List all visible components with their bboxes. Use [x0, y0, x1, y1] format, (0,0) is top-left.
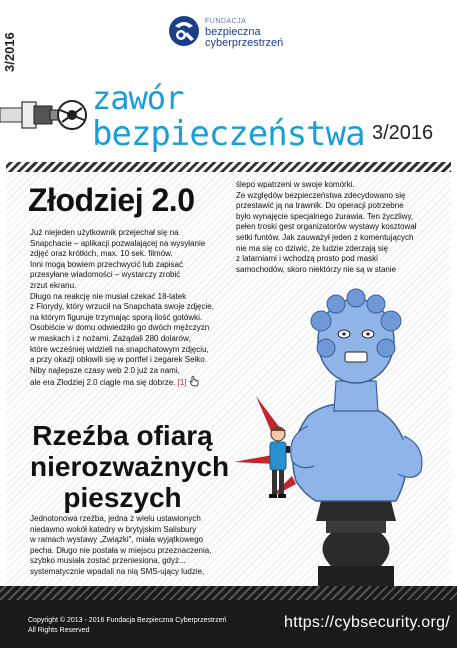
article1-col2-line: samochodów, skoro niektórzy nie są w stanie: [236, 264, 397, 274]
article1-col2-line: Ze względów bezpieczeństwa zdecydowano się: [236, 190, 406, 200]
magazine-title: [92, 80, 365, 152]
logo-line1: FUNDACJA: [205, 18, 247, 25]
article1-line: Niby najlepsze czasy web 2.0 już za nami,: [30, 365, 180, 375]
logo-icon: [167, 14, 201, 48]
logo-line3: cyberprzestrzeń: [205, 37, 284, 49]
article1-col1: [30, 228, 214, 389]
article1-line: zrzut ekranu.: [30, 280, 77, 290]
article2-line: w ramach wystawy „Związki", miała wyjątkowego: [30, 535, 204, 545]
article2-body: [30, 514, 211, 578]
article1-col2-line: przestawić ją na trawnik. Do operacji potrzebne: [236, 201, 404, 211]
article1-line: zdjęć oraz krótkich, max. 10 sek. filmów.: [30, 249, 173, 259]
copyright-block: [28, 616, 227, 636]
article1-line: Inni mogą bowiem przechwycić lub zapisać: [30, 259, 183, 269]
article1-last-line: [30, 376, 214, 389]
foundation-logo: [167, 14, 327, 50]
article1-title: Złodziej 2.0: [28, 182, 195, 218]
issue-number: 3/2016: [372, 122, 434, 144]
article1-line: z Florydy, który wrzucił na Snapchata swoje zdjęcie,: [30, 302, 214, 312]
statue-illustration: [226, 286, 452, 586]
rights-text: All Rights Reserved: [28, 627, 90, 634]
article1-col2-line: pełen troski gest organizatorów wystawy kosztował: [236, 222, 417, 232]
copyright-text: Copyright © 2013 - 2016 Fundacja Bezpieczna Cyberprzestrzeń: [28, 617, 227, 624]
article1-col2-line: nie ma się co dziwić, że ludzie zderzają się: [236, 243, 389, 253]
article2-title: [30, 420, 230, 513]
article2-title-line: Rzeźba ofiarą: [32, 420, 213, 451]
valve-icon: [0, 90, 95, 140]
article2-line: pecha. Długo nie postała w miejscu przeznaczenia,: [30, 545, 212, 555]
article1-last-text: ale era Złodziej 2.0 ciągle ma się dobrze.: [30, 378, 176, 388]
article1-col2-line: setki funtów. Jak zauważył jeden z komentujących: [236, 232, 414, 242]
title-line1: zawór: [92, 79, 184, 117]
reference-link[interactable]: [1]: [177, 378, 187, 388]
article1-line: w maskach i z nożami. Zażądali 280 dolarów,: [30, 333, 191, 343]
logo-text: [205, 16, 283, 49]
article2-title-line: pieszych: [63, 482, 182, 513]
issue-side-label: 3/2016: [2, 32, 17, 72]
logo-line2: bezpieczna: [205, 26, 261, 38]
article1-line: Osobiście w domu odwiedziło go dwóch mężczyzn: [30, 323, 210, 333]
article1-line: które wcześniej widzieli na snapchatowym zdjęciu,: [30, 344, 209, 354]
article1-line: a przy okazji obłowili się w portfel i zegarek Seiko.: [30, 355, 207, 365]
article2-line: niedawno wokół katedry w brytyjskim Salisbury: [30, 524, 197, 534]
article1-line: na którym figuruje trzymając sporą ilość gotówki.: [30, 312, 203, 322]
title-line2: bezpieczeństwa: [92, 114, 365, 154]
article1-line: przesyłane wiadomości – wystarczy zrobić: [30, 270, 181, 280]
article1-col2-line: było wynajęcie specjalnego żurawia. Ten życzliwy,: [236, 211, 414, 221]
article1-line: Długo na reakcję nie musiał czekać 18-latek: [30, 291, 187, 301]
article1-line: Już niejeden użytkownik przejechał się na: [30, 228, 179, 237]
article2-line: systematycznie wpadali na nią SMS-ujący ludzie,: [30, 566, 205, 576]
article1-col2: [236, 180, 417, 275]
article2-line: Jednotonowa rzeźba, jedna z wielu ustawionych: [30, 514, 201, 523]
article2-line: szybko musiała zostać przeniesiona, gdyż...: [30, 556, 186, 566]
website-link[interactable]: https://cybsecurity.org/: [284, 614, 451, 631]
article1-col2-line: z latarniami i wchodzą prosto pod maski: [236, 254, 378, 264]
article2-title-line: nierozważnych: [30, 451, 230, 482]
footer-stripes: [0, 586, 457, 600]
hand-pointer-icon: [189, 376, 199, 387]
article1-line: Snapchacie – aplikacji pozwalającej na wysyłanie: [30, 238, 206, 248]
article1-col2-line: ślepo wpatrzeni w swoje komórki.: [236, 180, 355, 189]
